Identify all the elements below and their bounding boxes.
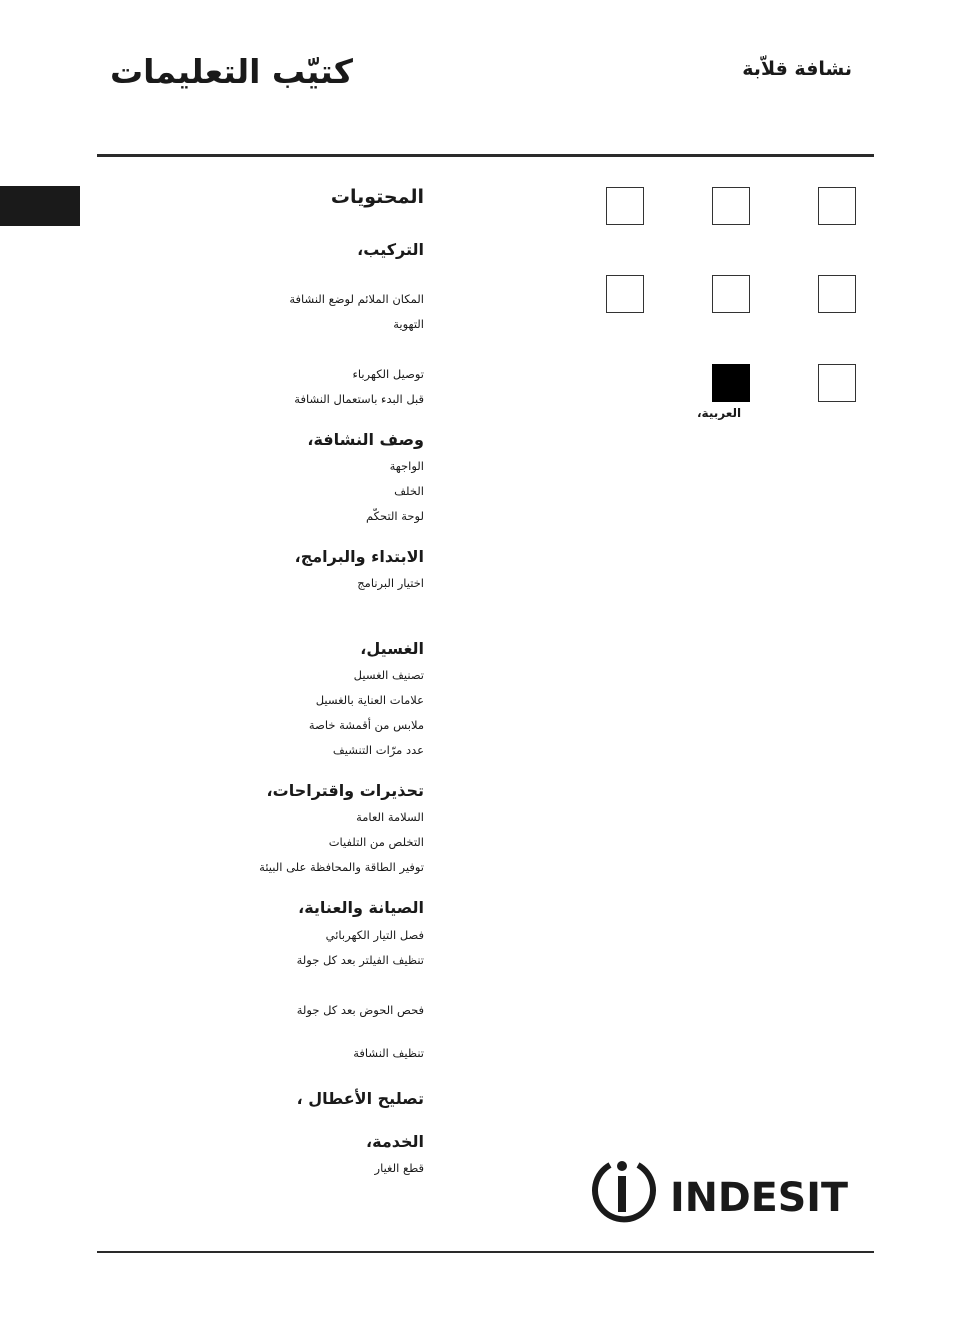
toc-item: عدد مرّات التنشيف — [332, 743, 424, 757]
toc-item: تنظيف الفيلتر بعد كل جولة — [296, 953, 424, 967]
toc-item: الواجهة — [389, 459, 424, 473]
language-box[interactable] — [606, 275, 644, 313]
toc-item: علامات العناية بالغسيل — [315, 693, 424, 707]
language-box[interactable] — [712, 275, 750, 313]
logo-i-emblem-icon — [595, 1161, 653, 1219]
toc-item: لوحة التحكّم — [366, 509, 424, 523]
language-box[interactable] — [818, 275, 856, 313]
toc-heading: المحتويات — [330, 186, 424, 208]
top-rule — [97, 154, 874, 157]
toc-item: السلامة العامة — [356, 810, 424, 824]
logo-wordmark: INDESIT — [670, 1175, 849, 1221]
toc-section: التركيب، — [357, 240, 424, 259]
toc-item: المكان الملائم لوضع النشافة — [289, 292, 424, 306]
toc-item: تنظيف النشافة — [353, 1046, 424, 1060]
toc-item: فحص الحوض بعد كل جولة — [296, 1003, 424, 1017]
toc-section: تحذيرات واقتراحات، — [266, 781, 424, 800]
toc-section: الصيانة والعناية، — [298, 898, 424, 917]
manual-title: كتيّب التعليمات — [110, 52, 353, 91]
toc-section: الخدمة، — [366, 1132, 424, 1151]
toc-item: قبل البدء باستعمال النشافة — [294, 392, 424, 406]
toc-item: توفير الطاقة والمحافظة على البيئة — [259, 860, 424, 874]
language-box[interactable] — [606, 187, 644, 225]
brand-logo — [584, 1155, 854, 1231]
toc-item: توصيل الكهرباء — [352, 367, 424, 381]
language-box[interactable] — [712, 187, 750, 225]
section-tab — [0, 186, 80, 226]
toc-item: تصنيف الغسيل — [353, 668, 424, 682]
toc-item: اختيار البرنامج — [357, 576, 424, 590]
toc-section: الابتداء والبرامج، — [294, 547, 424, 566]
language-box[interactable] — [818, 364, 856, 402]
toc-item: التهوية — [393, 317, 424, 331]
toc-section: تصليح الأعطال ، — [296, 1089, 424, 1108]
language-box-active[interactable] — [712, 364, 750, 402]
toc-item: الخلف — [394, 484, 424, 498]
toc-item: فصل التيار الكهربائي — [325, 928, 424, 942]
bottom-rule — [97, 1251, 874, 1253]
toc-section: الغسيل، — [360, 639, 424, 658]
toc-item: التخلص من التلفيات — [328, 835, 424, 849]
toc-item: قطع الغيار — [374, 1161, 424, 1175]
product-name: نشافة قلاّبة — [742, 58, 852, 80]
toc-item: ملابس من أقمشة خاصة — [308, 718, 424, 732]
language-box[interactable] — [818, 187, 856, 225]
toc-section: وصف النشافة، — [307, 430, 424, 449]
active-language-label: العربية، — [697, 406, 742, 420]
